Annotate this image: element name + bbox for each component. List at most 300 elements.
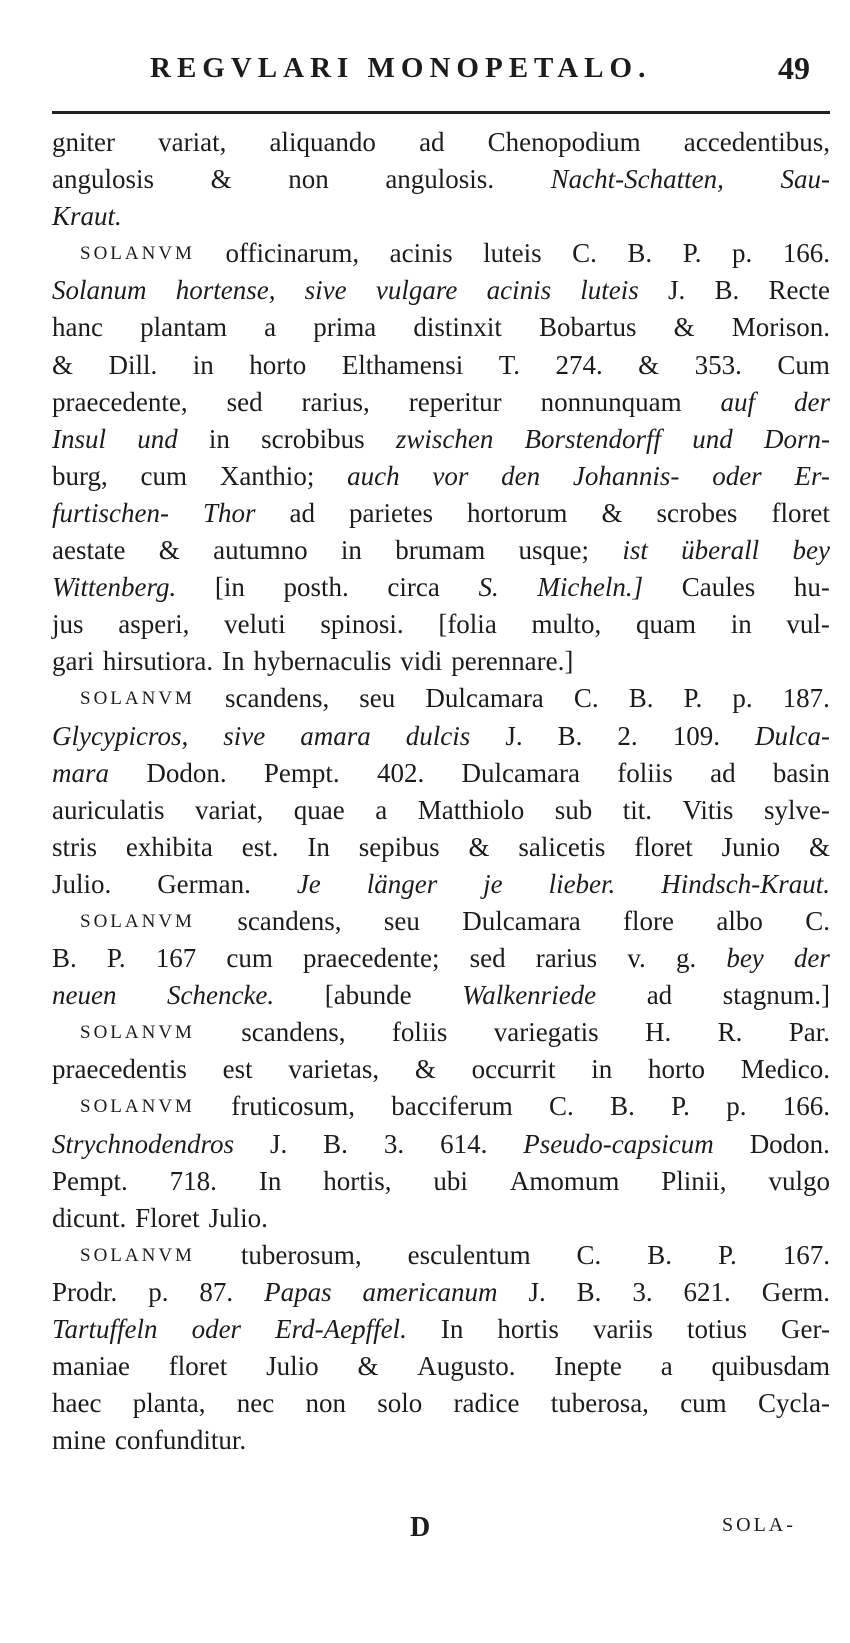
word: spinosi. <box>320 609 404 640</box>
word: 274. <box>555 349 603 380</box>
word: Inepte <box>554 1351 622 1382</box>
word: der <box>793 386 830 417</box>
word: SOLANVM <box>80 688 195 710</box>
word: horto <box>249 349 307 380</box>
word: luteis <box>483 238 542 269</box>
word: überall <box>681 535 760 566</box>
word: stris <box>52 831 98 862</box>
word: mara <box>52 757 110 788</box>
word: veluti <box>224 609 286 640</box>
word: Julio <box>266 1351 319 1382</box>
word: Chenopodium <box>487 127 641 157</box>
word: zwischen <box>395 423 494 454</box>
text-line <box>52 643 830 680</box>
word: Schencke. <box>167 980 275 1011</box>
word: B. <box>714 275 740 306</box>
word: S. <box>478 572 499 603</box>
word: sepibus <box>358 831 440 862</box>
word: in <box>192 349 214 380</box>
text-line <box>52 755 830 792</box>
word: 109. <box>672 720 720 751</box>
word: Julio. <box>52 868 112 899</box>
word: bey <box>726 943 764 974</box>
word: Nacht-Schatten, <box>550 164 724 195</box>
word: Floret <box>135 1202 200 1233</box>
word: ist <box>622 535 648 566</box>
word: fruticosum, <box>231 1091 355 1122</box>
word: angulosis <box>52 164 155 195</box>
word: americanum <box>362 1276 498 1307</box>
word: p. <box>731 238 753 269</box>
word: Insul <box>52 423 106 454</box>
word: & <box>638 349 660 380</box>
word: accedentibus, <box>683 127 830 157</box>
catchword: SOLA- <box>722 1514 796 1536</box>
word: Medico. <box>740 1054 830 1085</box>
word: aestate <box>52 535 126 566</box>
text-line <box>52 903 830 940</box>
text-line <box>52 532 830 569</box>
word: variat, <box>194 794 264 825</box>
word: & <box>357 1351 379 1382</box>
word: variis <box>592 1314 653 1344</box>
word: B. <box>647 1239 673 1270</box>
word: B. <box>557 720 583 751</box>
word: scandens, <box>237 905 342 936</box>
word: & <box>158 535 180 566</box>
word: Dulcamara <box>425 683 544 714</box>
word: T. <box>498 349 520 380</box>
word: Prodr. <box>52 1276 118 1307</box>
word: prima <box>313 312 377 343</box>
word: Dill. <box>108 349 158 380</box>
word: radice <box>453 1388 520 1419</box>
word: Augusto. <box>417 1351 516 1382</box>
word: R. <box>717 1017 743 1048</box>
word: quibusdam <box>711 1351 830 1382</box>
word: vulgo <box>768 1165 830 1196</box>
word: oder <box>191 1314 242 1344</box>
word: J. <box>505 720 523 751</box>
word: Dodon. <box>146 757 227 788</box>
word: Pseudo-capsicum <box>523 1128 714 1159</box>
word: In <box>222 646 245 677</box>
word: varietas, <box>288 1054 380 1085</box>
text-line <box>52 1348 830 1385</box>
word: gniter <box>52 127 115 157</box>
word: P. <box>683 683 703 714</box>
text-line <box>52 384 830 421</box>
word: scandens, <box>225 683 330 714</box>
word: Bobartus <box>538 312 637 343</box>
word: sed <box>469 943 506 974</box>
word: acinis <box>486 275 552 306</box>
text-line <box>52 421 830 458</box>
word: 166. <box>782 1091 830 1122</box>
text-line <box>52 718 830 755</box>
word: salicetis <box>518 831 606 862</box>
word: Dulcamara <box>461 757 580 788</box>
word: Cycla- <box>757 1388 830 1419</box>
word: B. <box>576 1276 602 1307</box>
word: Wittenberg. <box>52 572 177 603</box>
word: Je <box>296 868 321 899</box>
word: angulosis. <box>385 164 495 195</box>
word: totius <box>686 1314 747 1344</box>
word: je <box>483 868 503 899</box>
word: haec <box>52 1388 102 1419</box>
word: a <box>660 1351 673 1382</box>
text-line <box>52 829 830 866</box>
word: sed <box>226 386 263 417</box>
word: flore <box>623 905 675 936</box>
word: & <box>673 312 695 343</box>
word: Germ. <box>761 1276 830 1307</box>
text-line <box>52 1237 830 1274</box>
word: sub <box>554 794 593 825</box>
text-line <box>52 347 830 384</box>
word: horto <box>648 1054 706 1085</box>
text-line <box>52 1014 830 1051</box>
word: Dulcamara <box>462 905 581 936</box>
word: non <box>288 164 329 195</box>
word: floret <box>771 497 830 528</box>
word: Par. <box>788 1017 830 1048</box>
word: 718. <box>169 1165 217 1196</box>
word: esculentum <box>407 1239 531 1270</box>
word: sive <box>223 720 266 751</box>
word: brumam <box>395 535 486 566</box>
word: hortis <box>497 1314 559 1344</box>
word: aliquando <box>269 127 376 157</box>
word: Tartuffeln <box>52 1314 158 1344</box>
word: burg, <box>52 460 108 491</box>
word: floret <box>634 831 693 862</box>
word: Recte <box>768 275 830 306</box>
word: scrobibus <box>261 423 365 454</box>
text-line <box>52 866 830 903</box>
word: foliis <box>391 1017 448 1048</box>
word: cum <box>226 943 273 974</box>
word: reperitur <box>408 386 502 417</box>
word: Borstendorff <box>524 423 662 454</box>
word: rarius <box>535 943 598 974</box>
word: occurrit <box>471 1054 556 1085</box>
word: variat, <box>158 127 227 157</box>
word: scrobes <box>656 497 738 528</box>
word: & <box>808 831 830 862</box>
word: & <box>210 164 232 195</box>
word: länger <box>366 868 438 899</box>
word: albo <box>716 905 763 936</box>
word: dicunt. <box>52 1202 127 1233</box>
word: oder <box>712 460 762 491</box>
word: und <box>692 423 733 454</box>
word: J. <box>269 1128 288 1159</box>
word: SOLANVM <box>80 1022 195 1044</box>
word: & <box>52 349 74 380</box>
word: hirsutiora. <box>102 646 214 677</box>
word: amara <box>300 720 371 751</box>
word: planta, <box>132 1388 206 1419</box>
word: hortis, <box>323 1165 392 1196</box>
word: J. <box>668 275 686 306</box>
word: der <box>793 943 830 974</box>
word: hybernaculis <box>253 646 392 677</box>
word: B. <box>323 1128 348 1159</box>
word: & <box>414 1054 436 1085</box>
word: SOLANVM <box>80 1244 195 1266</box>
word: Thor <box>202 497 256 528</box>
word: tit. <box>622 794 653 825</box>
word: hortorum <box>466 497 568 528</box>
word: ubi <box>433 1165 468 1196</box>
signature-mark: D <box>410 1512 431 1543</box>
word: Plinii, <box>661 1165 727 1196</box>
word: den <box>501 460 541 491</box>
word: 3. <box>383 1128 405 1159</box>
word: Papas <box>264 1276 332 1307</box>
word: furtischen- <box>52 497 169 528</box>
word: officinarum, <box>225 238 360 269</box>
word: solo <box>377 1388 423 1419</box>
word: stagnum.] <box>722 980 830 1011</box>
word: C. <box>573 683 599 714</box>
word: & <box>468 831 490 862</box>
word: Glycypicros, <box>52 720 189 751</box>
word: [abunde <box>324 980 412 1011</box>
word: Kraut. <box>52 201 122 232</box>
word: Erd-Aepffel. <box>275 1314 407 1344</box>
word: 353. <box>694 349 742 380</box>
word: Strychnodendros <box>52 1128 234 1159</box>
text-line <box>52 1422 830 1459</box>
word: v. <box>627 943 646 974</box>
word: 621. <box>683 1276 731 1307</box>
word: 87. <box>199 1276 234 1307</box>
word: p. <box>732 683 753 714</box>
word: P. <box>106 943 126 974</box>
word: Sau- <box>780 164 830 195</box>
word: Walkenriede <box>462 980 597 1011</box>
word: in <box>730 609 752 640</box>
word: confunditur. <box>114 1425 247 1456</box>
word: German. <box>157 868 251 899</box>
word: perennare.] <box>451 646 574 677</box>
text-line <box>52 161 830 198</box>
word: praecedentis <box>52 1054 187 1085</box>
word: C. <box>576 1239 602 1270</box>
word: ad <box>710 757 736 788</box>
word: bacciferum <box>391 1091 513 1122</box>
word: SOLANVM <box>80 243 195 265</box>
word: parietes <box>349 497 433 528</box>
word: in <box>340 535 362 566</box>
word: Johannis- <box>572 460 680 491</box>
word: nonnunquam <box>540 386 682 417</box>
word: Morison. <box>731 312 830 343</box>
word: auriculatis <box>52 794 165 825</box>
word: und <box>137 423 178 454</box>
word: Dodon. <box>749 1128 830 1159</box>
word: SOLANVM <box>80 1096 195 1118</box>
word: sive <box>304 275 347 306</box>
word: p. <box>726 1091 747 1122</box>
header-rule <box>52 111 830 114</box>
word: p. <box>148 1276 169 1307</box>
word: hanc <box>52 312 103 343</box>
word: Cum <box>777 349 830 380</box>
word: B. <box>610 1091 635 1122</box>
word: gari <box>52 646 94 677</box>
text-line <box>52 124 830 161</box>
text-line <box>52 309 830 346</box>
word: P. <box>682 238 702 269</box>
word: multo, <box>531 609 602 640</box>
word: auch <box>347 460 400 491</box>
word: tuberosa, <box>550 1388 649 1419</box>
word: C. <box>572 238 597 269</box>
word: Matthiolo <box>417 794 525 825</box>
word: a <box>375 794 388 825</box>
text-line <box>52 198 830 235</box>
word: vul- <box>786 609 830 640</box>
word: basin <box>772 757 830 788</box>
word: In <box>258 1165 282 1196</box>
word: variegatis <box>493 1017 599 1048</box>
running-title: REGVLARI MONOPETALO. <box>150 52 652 84</box>
word: nec <box>236 1388 275 1419</box>
word: & <box>601 497 623 528</box>
word: quam <box>635 609 696 640</box>
word: B. <box>627 238 653 269</box>
word: Caules <box>681 572 756 603</box>
word: seu <box>383 905 420 936</box>
word: ad <box>289 497 315 528</box>
word: [folia <box>438 609 497 640</box>
text-line <box>52 940 830 977</box>
word: acinis <box>389 238 453 269</box>
word: Pempt. <box>263 757 340 788</box>
word: Amomum <box>509 1165 620 1196</box>
word: scandens, <box>241 1017 346 1048</box>
text-line <box>52 1311 830 1348</box>
text-line <box>52 1051 830 1088</box>
text-line <box>52 235 830 272</box>
word: Er- <box>794 460 830 491</box>
word: vidi <box>400 646 443 677</box>
word: foliis <box>617 757 673 788</box>
word: Ger- <box>781 1314 830 1344</box>
word: Solanum <box>52 275 147 306</box>
word: J. <box>528 1276 546 1307</box>
word: cum <box>680 1388 727 1419</box>
word: plantam <box>140 312 228 343</box>
word: H. <box>645 1017 672 1048</box>
word: P. <box>717 1239 737 1270</box>
text-line <box>52 680 830 717</box>
word: Pempt. <box>52 1165 128 1196</box>
word: jus <box>52 609 84 640</box>
text-line <box>52 458 830 495</box>
word: tuberosum, <box>240 1239 362 1270</box>
word: non <box>305 1388 346 1419</box>
text-line <box>52 1126 830 1163</box>
word: praecedente; <box>303 943 440 974</box>
word: Dorn- <box>763 423 830 454</box>
word: In <box>307 831 330 862</box>
word: ad <box>646 980 673 1011</box>
word: B. <box>52 943 77 974</box>
word: vulgare <box>375 275 458 306</box>
word: [in <box>214 572 245 603</box>
word: Vitis <box>682 794 734 825</box>
text-line <box>52 1163 830 1200</box>
word: in <box>208 423 230 454</box>
text-line <box>52 569 830 606</box>
word: 187. <box>782 683 830 714</box>
word: C. <box>549 1091 574 1122</box>
word: quae <box>293 794 345 825</box>
text-line <box>52 977 830 1014</box>
word: 402. <box>376 757 425 788</box>
text-line <box>52 272 830 309</box>
word: 614. <box>440 1128 488 1159</box>
word: Dulca- <box>754 720 830 751</box>
word: sylve- <box>763 794 830 825</box>
word: praecedente, <box>52 386 188 417</box>
text-line <box>52 1088 830 1125</box>
word: 167 <box>155 943 197 974</box>
word: Junio <box>721 831 781 862</box>
word: usque; <box>518 535 590 566</box>
word: bey <box>792 535 830 566</box>
word: luteis <box>580 275 639 306</box>
word: 3. <box>632 1276 653 1307</box>
word: rarius, <box>301 386 370 417</box>
word: 166. <box>782 238 830 269</box>
word: vor <box>432 460 469 491</box>
word: a <box>264 312 277 343</box>
word: C. <box>805 905 830 936</box>
text-line <box>52 606 830 643</box>
word: neuen <box>52 980 117 1011</box>
body-text <box>52 124 830 1459</box>
word: in <box>591 1054 613 1085</box>
word: P. <box>671 1091 690 1122</box>
word: ad <box>419 127 445 157</box>
word: circa <box>387 572 440 603</box>
word: B. <box>628 683 654 714</box>
word: maniae <box>52 1351 130 1382</box>
word: hortense, <box>175 275 276 306</box>
word: SOLANVM <box>80 910 195 932</box>
word: Xanthio; <box>219 460 315 491</box>
text-line <box>52 1385 830 1422</box>
page-number: 49 <box>778 50 810 86</box>
word: In <box>440 1314 464 1344</box>
word: lieber. <box>548 868 616 899</box>
word: asperi, <box>118 609 190 640</box>
text-line <box>52 792 830 829</box>
word: exhibita <box>125 831 213 862</box>
word: Julio. <box>208 1202 268 1233</box>
word: est. <box>241 831 279 862</box>
word: auf <box>720 386 756 417</box>
word: seu <box>359 683 396 714</box>
word: floret <box>168 1351 228 1382</box>
word: 167. <box>782 1239 830 1270</box>
